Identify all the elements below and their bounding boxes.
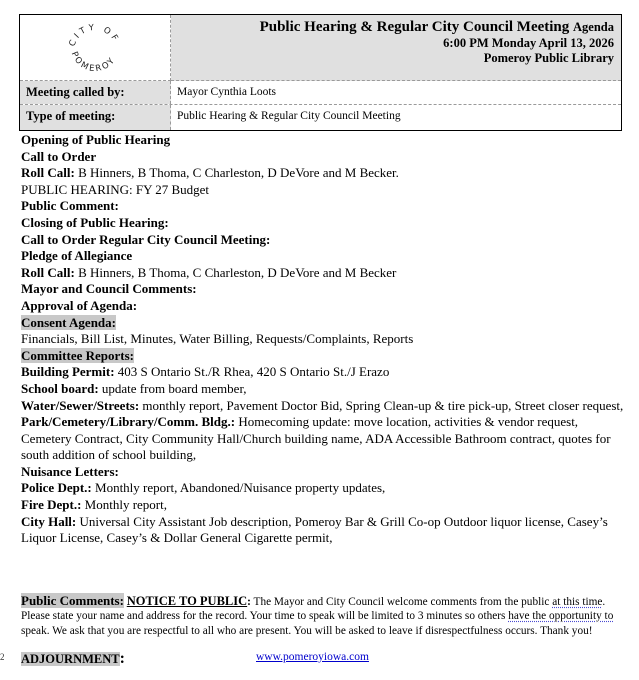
agenda-item-nuisance-letters: [21, 464, 626, 481]
item-text: update from board member,: [98, 380, 247, 396]
roll-call-label: Roll Call:: [21, 165, 75, 181]
committee-reports-heading: [21, 348, 626, 365]
consent-agenda-label: Consent Agenda:: [21, 314, 116, 330]
meeting-type-value: Public Hearing & Regular City Council Meeting: [177, 110, 401, 122]
title-cell: [171, 15, 621, 81]
city-of-pomeroy-logo: [62, 19, 128, 77]
item-text: monthly report, Pavement Doctor Bid, Spring Clean-up & tire pick-up, Street closer request,: [139, 397, 624, 413]
agenda-item-park-cemetery: [21, 414, 626, 464]
agenda-item-city-hall: [21, 514, 626, 547]
grammar-flag: have the opportunity to: [508, 610, 614, 623]
adjournment-colon: :: [119, 650, 125, 667]
closing-public-hearing: Closing of Public Hearing:: [21, 214, 169, 230]
agenda-item-water-sewer-streets: [21, 398, 626, 415]
item-text: Homecoming update: move location, activities & vendor request, Cemetery Contract, City Community Hall/Church building name, ADA Accessible Bathroom contract, quotes for south addition of school building,: [21, 414, 611, 463]
item-label: Nuisance Letters:: [21, 463, 119, 479]
roll-call-names: B Hinners, B Thoma, C Charleston, D DeVore and M Becker: [74, 264, 397, 280]
mayor-council-comments: Mayor and Council Comments:: [21, 281, 197, 297]
consent-agenda-items: Financials, Bill List, Minutes, Water Billing, Requests/Complaints, Reports: [21, 331, 414, 347]
meeting-location: Pomeroy Public Library: [483, 51, 614, 65]
adjournment-label: [21, 652, 120, 666]
meeting-title: [171, 18, 614, 36]
agenda-item-school-board: [21, 381, 626, 398]
agenda-item-building-permit: [21, 364, 626, 381]
called-by-label: Meeting called by:: [20, 81, 171, 104]
item-label: Park/Cemetery/Library/Comm. Bldg.:: [21, 414, 236, 430]
agenda-body: [21, 132, 626, 547]
website-link[interactable]: www.pomeroyiowa.com: [256, 651, 369, 663]
meeting-type-label: Type of meeting:: [20, 105, 171, 130]
call-to-order-regular: Call to Order Regular City Council Meeting:: [21, 231, 271, 247]
meeting-type-row: [20, 105, 621, 130]
roll-call-2: [21, 265, 626, 282]
adjournment-text: ADJOURNMENT: [21, 652, 120, 666]
opening-public-hearing: Opening of Public Hearing: [21, 132, 171, 147]
title-text: Public Hearing & Regular City Council Meeting: [259, 19, 570, 35]
public-comments-notice: [21, 594, 621, 638]
committee-reports-label: Committee Reports:: [21, 347, 134, 363]
logo-top-text: CITY OF: [67, 22, 122, 49]
call-to-order: Call to Order: [21, 148, 97, 164]
item-label: Fire Dept.:: [21, 497, 82, 513]
agenda-item-police: [21, 480, 626, 497]
adjournment-line: [21, 650, 621, 666]
item-text: Universal City Assistant Job description, Pomeroy Bar & Grill Co-op Outdoor liquor license, Casey’s Liquor License, Casey’s & Dollar General Cigarette permit,: [21, 513, 608, 546]
margin-marker: 2: [0, 652, 5, 662]
notice-text: speak. We ask that you are respectful to all who are present. You will be asked to leave if disrespectfulness occurs. Thank you!: [21, 624, 593, 637]
called-by-value: Mayor Cynthia Loots: [177, 86, 277, 98]
item-label: City Hall:: [21, 513, 77, 529]
approval-of-agenda: Approval of Agenda:: [21, 297, 138, 313]
public-hearing-item: PUBLIC HEARING: FY 27 Budget: [21, 181, 210, 197]
notice-colon: :: [247, 596, 251, 608]
notice-text: . Please state your name and address for the record. Your time to speak will be limited to 3 minutes so others: [21, 596, 606, 623]
roll-call-names: B Hinners, B Thoma, C Charleston, D DeVore and M Becker.: [74, 165, 399, 181]
roll-call-label: Roll Call:: [21, 264, 75, 280]
item-text: Monthly report, Abandoned/Nuisance property updates,: [91, 480, 386, 496]
notice-text: The Mayor and City Council welcome comments from the public: [250, 596, 553, 608]
item-label: Police Dept.:: [21, 480, 92, 496]
meeting-header-table: [19, 14, 622, 131]
item-label: Water/Sewer/Streets:: [21, 397, 140, 413]
meeting-datetime: 6:00 PM Monday April 13, 2026: [443, 36, 614, 50]
public-comment: Public Comment:: [21, 198, 119, 214]
logo-cell: [20, 15, 171, 81]
public-comments-label: Public Comments:: [21, 593, 124, 608]
grammar-flag: at this time: [552, 596, 603, 608]
logo-bottom-text: POMEROY: [68, 50, 119, 75]
pledge-of-allegiance: Pledge of Allegiance: [21, 248, 133, 264]
item-label: School board:: [21, 380, 99, 396]
agenda-item-fire: [21, 497, 626, 514]
called-by-row: [20, 81, 621, 105]
item-text: 403 S Ontario St./R Rhea, 420 S Ontario St./J Erazo: [114, 364, 390, 380]
notice-to-public-label: NOTICE TO PUBLIC: [126, 594, 248, 608]
title-suffix: Agenda: [573, 20, 614, 34]
roll-call-1: [21, 165, 626, 182]
item-text: Monthly report,: [81, 497, 167, 513]
item-label: Building Permit:: [21, 364, 115, 380]
consent-agenda-heading: [21, 315, 626, 332]
